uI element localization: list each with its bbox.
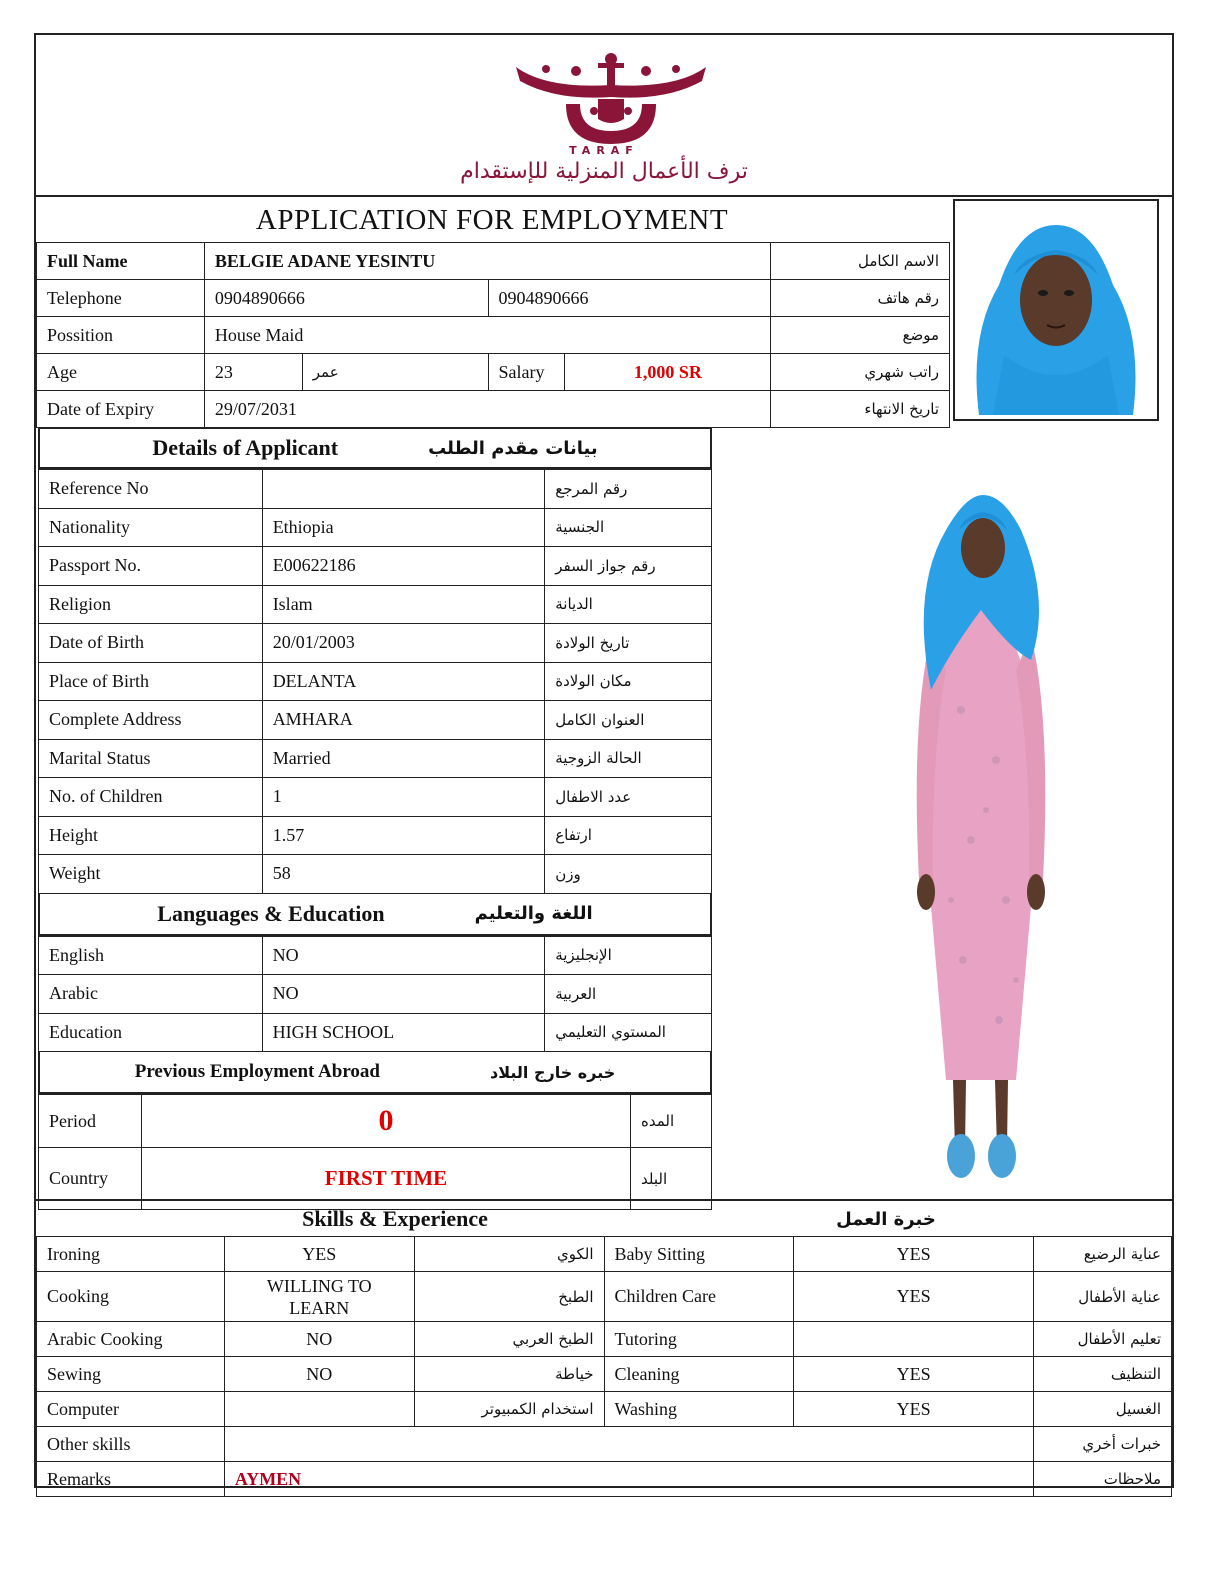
details-row <box>39 508 712 547</box>
logo-latin-text: TARAF <box>569 144 639 157</box>
position-ar: موضع <box>771 317 950 354</box>
age-ar: عمر <box>302 354 488 391</box>
position-label: Possition <box>37 317 205 354</box>
full-name-ar: الاسم الكامل <box>771 243 950 280</box>
details-label: Weight <box>39 855 263 894</box>
remarks-row <box>37 1462 1172 1497</box>
telephone-label: Telephone <box>37 280 205 317</box>
skill-value: NO <box>224 1357 414 1392</box>
age-row <box>37 354 950 391</box>
position-row <box>37 317 950 354</box>
position-value: House Maid <box>204 317 770 354</box>
skill-ar: الطبخ العربي <box>414 1322 604 1357</box>
previous-table <box>38 1094 712 1210</box>
language-value: NO <box>262 975 545 1014</box>
details-row <box>39 739 712 778</box>
telephone-ar: رقم هاتف <box>771 280 950 317</box>
languages-heading-en: Languages & Education <box>157 900 385 926</box>
passport-photo-image <box>959 205 1153 415</box>
skill-row <box>37 1322 1172 1357</box>
details-heading-ar: بيانات مقدم الطلب <box>428 437 598 459</box>
languages-heading-ar: اللغة والتعليم <box>474 903 593 924</box>
taraf-logo <box>506 49 716 149</box>
expiry-value: 29/07/2031 <box>204 391 770 428</box>
salary-value: 1,000 SR <box>565 354 771 391</box>
skill-label: Computer <box>37 1392 225 1427</box>
details-ar: عدد الاطفال <box>545 778 712 817</box>
language-label: Arabic <box>39 975 263 1014</box>
skill-value: YES <box>224 1237 414 1272</box>
details-value: 1.57 <box>262 816 545 855</box>
skills-heading-ar: خبرة العمل <box>836 1208 936 1230</box>
details-ar: تاريخ الولادة <box>545 624 712 663</box>
details-section <box>38 427 712 1210</box>
details-value: Islam <box>262 585 545 624</box>
skill-label: Tutoring <box>604 1322 794 1357</box>
skill-label: Sewing <box>37 1357 225 1392</box>
skill-value: YES <box>794 1237 1034 1272</box>
expiry-ar: تاريخ الانتهاء <box>771 391 950 428</box>
skill-ar: الغسيل <box>1034 1392 1172 1427</box>
telephone-row <box>37 280 950 317</box>
details-ar: ارتفاع <box>545 816 712 855</box>
language-ar: العربية <box>545 975 712 1014</box>
passport-photo <box>953 199 1159 421</box>
details-value: 20/01/2003 <box>262 624 545 663</box>
language-row <box>39 975 712 1014</box>
skill-row <box>37 1272 1172 1322</box>
skill-ar: تعليم الأطفال <box>1034 1322 1172 1357</box>
skill-value: WILLING TO LEARN <box>224 1272 414 1322</box>
skill-label: Baby Sitting <box>604 1237 794 1272</box>
skill-value <box>794 1322 1034 1357</box>
language-label: Education <box>39 1013 263 1052</box>
skill-label: Cooking <box>37 1272 225 1322</box>
age-label: Age <box>37 354 205 391</box>
details-row <box>39 855 712 894</box>
details-value: 1 <box>262 778 545 817</box>
skill-value: YES <box>794 1357 1034 1392</box>
details-ar: رقم المرجع <box>545 470 712 509</box>
languages-table <box>38 936 712 1053</box>
details-value: 58 <box>262 855 545 894</box>
previous-heading-ar: خبره خارج البلاد <box>490 1062 616 1082</box>
full-name-label: Full Name <box>37 243 205 280</box>
period-row <box>39 1095 712 1148</box>
other-skills-label: Other skills <box>37 1427 225 1462</box>
other-skills-ar: خبرات أخري <box>1034 1427 1172 1462</box>
country-value: FIRST TIME <box>141 1148 630 1210</box>
language-ar: الإنجليزية <box>545 936 712 975</box>
language-row <box>39 936 712 975</box>
skill-label: Arabic Cooking <box>37 1322 225 1357</box>
skill-ar: خياطة <box>414 1357 604 1392</box>
skill-label: Cleaning <box>604 1357 794 1392</box>
skills-table <box>36 1236 1172 1497</box>
details-value: AMHARA <box>262 701 545 740</box>
period-label: Period <box>39 1095 142 1148</box>
details-label: Place of Birth <box>39 662 263 701</box>
expiry-label: Date of Expiry <box>37 391 205 428</box>
language-value: NO <box>262 936 545 975</box>
logo-arabic-text: ترف الأعمال المنزلية للإستقدام <box>460 159 748 184</box>
skill-ar: الكوي <box>414 1237 604 1272</box>
details-value <box>262 470 545 509</box>
remarks-label: Remarks <box>37 1462 225 1497</box>
details-label: Height <box>39 816 263 855</box>
details-label: Marital Status <box>39 739 263 778</box>
full-name-value: BELGIE ADANE YESINTU <box>204 243 770 280</box>
salary-label: Salary <box>488 354 565 391</box>
skill-ar: الطبخ <box>414 1272 604 1322</box>
skill-label: Washing <box>604 1392 794 1427</box>
details-heading <box>38 427 712 469</box>
details-label: Complete Address <box>39 701 263 740</box>
telephone-value-1: 0904890666 <box>204 280 488 317</box>
skill-label: Ironing <box>37 1237 225 1272</box>
skill-label: Children Care <box>604 1272 794 1322</box>
details-row <box>39 585 712 624</box>
full-name-row <box>37 243 950 280</box>
skill-row <box>37 1392 1172 1427</box>
language-label: English <box>39 936 263 975</box>
details-value: Married <box>262 739 545 778</box>
skill-ar: عناية الرضيع <box>1034 1237 1172 1272</box>
full-body-photo <box>891 460 1071 1190</box>
details-value: DELANTA <box>262 662 545 701</box>
language-row <box>39 1013 712 1052</box>
personal-info-table <box>36 242 950 428</box>
country-ar: البلد <box>631 1148 712 1210</box>
details-ar: رقم جواز السفر <box>545 547 712 586</box>
details-ar: العنوان الكامل <box>545 701 712 740</box>
language-ar: المستوي التعليمي <box>545 1013 712 1052</box>
details-row <box>39 701 712 740</box>
details-table <box>38 469 712 894</box>
details-label: Passport No. <box>39 547 263 586</box>
languages-heading <box>38 894 712 936</box>
application-form <box>34 33 1174 1488</box>
skill-value: YES <box>794 1392 1034 1427</box>
skill-value <box>224 1392 414 1427</box>
details-ar: الديانة <box>545 585 712 624</box>
previous-heading <box>38 1052 712 1094</box>
details-row <box>39 547 712 586</box>
telephone-value-2: 0904890666 <box>488 280 771 317</box>
details-row <box>39 662 712 701</box>
details-ar: الحالة الزوجية <box>545 739 712 778</box>
details-heading-en: Details of Applicant <box>152 435 339 460</box>
details-ar: الجنسية <box>545 508 712 547</box>
logo-banner <box>36 35 1172 197</box>
age-value: 23 <box>204 354 302 391</box>
other-skills-row <box>37 1427 1172 1462</box>
period-ar: المده <box>631 1095 712 1148</box>
language-value: HIGH SCHOOL <box>262 1013 545 1052</box>
remarks-value: AYMEN <box>224 1462 1033 1497</box>
skill-value: NO <box>224 1322 414 1357</box>
skill-ar: عناية الأطفال <box>1034 1272 1172 1322</box>
details-row <box>39 624 712 663</box>
details-value: E00622186 <box>262 547 545 586</box>
skill-row <box>37 1357 1172 1392</box>
details-ar: وزن <box>545 855 712 894</box>
form-title: APPLICATION FOR EMPLOYMENT <box>255 204 729 236</box>
details-row <box>39 778 712 817</box>
skills-heading <box>36 1199 1172 1237</box>
details-label: Reference No <box>39 470 263 509</box>
other-skills-value <box>224 1427 1033 1462</box>
details-value: Ethiopia <box>262 508 545 547</box>
salary-ar: راتب شهري <box>771 354 950 391</box>
details-row <box>39 816 712 855</box>
details-label: Date of Birth <box>39 624 263 663</box>
details-label: No. of Children <box>39 778 263 817</box>
skill-value: YES <box>794 1272 1034 1322</box>
period-value: 0 <box>141 1095 630 1148</box>
country-label: Country <box>39 1148 142 1210</box>
previous-heading-en: Previous Employment Abroad <box>134 1061 380 1082</box>
details-ar: مكان الولادة <box>545 662 712 701</box>
skill-ar: استخدام الكمبيوتر <box>414 1392 604 1427</box>
details-label: Nationality <box>39 508 263 547</box>
skill-row <box>37 1237 1172 1272</box>
details-row <box>39 470 712 509</box>
details-label: Religion <box>39 585 263 624</box>
expiry-row <box>37 391 950 428</box>
skills-heading-en: Skills & Experience <box>302 1206 488 1231</box>
skill-ar: التنظيف <box>1034 1357 1172 1392</box>
remarks-ar: ملاحظات <box>1034 1462 1172 1497</box>
